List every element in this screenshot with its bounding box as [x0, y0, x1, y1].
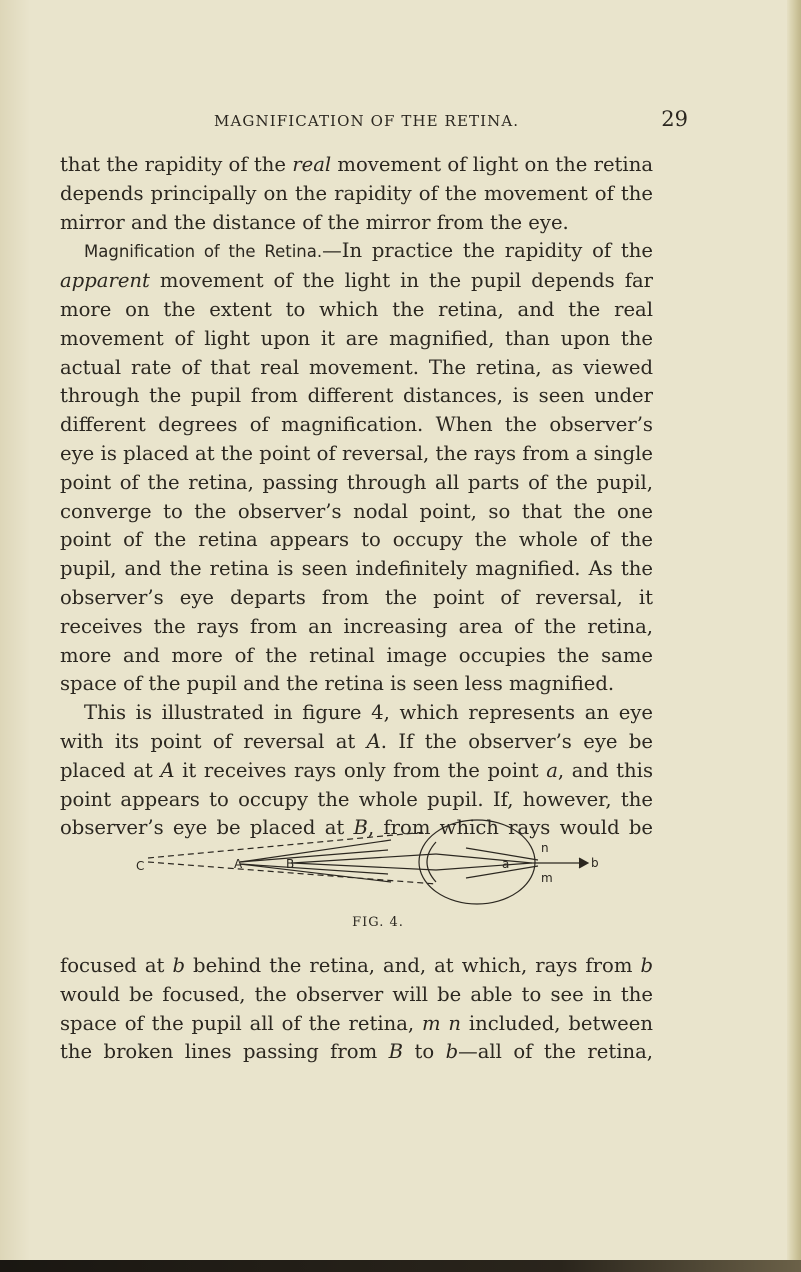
label-b: b: [591, 856, 599, 870]
eye-diagram: [136, 818, 620, 906]
paragraph: focused at b behind the retina, and, at which, rays from b would be focused, the observer will be able to see in the space of the pupil all of the retina, m n included, between the broken lines passing from B to b—all of the retina,: [60, 954, 653, 1064]
page-shadow: [0, 0, 30, 1272]
paragraph: Magnification of the Retina.—In practice the rapidity of the apparent movement of the light in the pupil depends far more on the extent to which the retina, and the real movement of light upon it are magnified, than upon the actual rate of that real movement. The retina, as viewed through the pupil from different distances, is seen under different degrees of magnification. When the observer’s eye is placed at the point of reversal, the rays from a single point of the retina, passing through all parts of the pupil, converge to the observer’s nodal point, so that the one point of the retina appears to occupy the whole of the pupil, and the retina is seen indefinitely magnified. As the observer’s eye departs from the point of reversal, it receives the rays from an increasing area of the retina, more and more of the retinal image occupies the same space of the pupil and the retina is seen less magnified.: [60, 239, 653, 696]
body-text: [60, 151, 653, 843]
label-B: B: [286, 857, 295, 871]
ray-dashed: [148, 832, 426, 858]
page-header: [60, 107, 688, 140]
body-text-continued: [60, 952, 653, 1067]
figure-4: [136, 818, 620, 936]
page-number: 29: [661, 107, 688, 131]
label-A: A: [234, 857, 243, 871]
label-m: m: [541, 871, 553, 885]
running-title: MAGNIFICATION OF THE RETINA.: [214, 112, 520, 130]
ray: [292, 854, 436, 863]
arrowhead: [579, 858, 588, 868]
paragraph: that the rapidity of the real movement of light on the retina depends principally on the rapidity of the movement of the mirror and the distance of the mirror from the eye.: [60, 153, 653, 234]
lens-curve: [427, 842, 436, 882]
paragraph: This is illustrated in figure 4, which represents an eye with its point of reversal at A. If the observer’s eye be placed at A it receives rays only from the point a, and this point appears to occupy the whole pupil. If, however, the observer’s eye be placed at B, from which rays would be: [60, 701, 654, 840]
ray: [436, 854, 532, 863]
page-bottom-edge: [0, 1260, 801, 1272]
figure-caption: FIG. 4.: [352, 915, 404, 930]
label-n: n: [541, 841, 549, 855]
label-a: a: [502, 857, 510, 871]
section-heading: Magnification of the Retina.: [84, 242, 323, 262]
label-C: C: [136, 859, 145, 873]
page-edge: [787, 0, 801, 1272]
